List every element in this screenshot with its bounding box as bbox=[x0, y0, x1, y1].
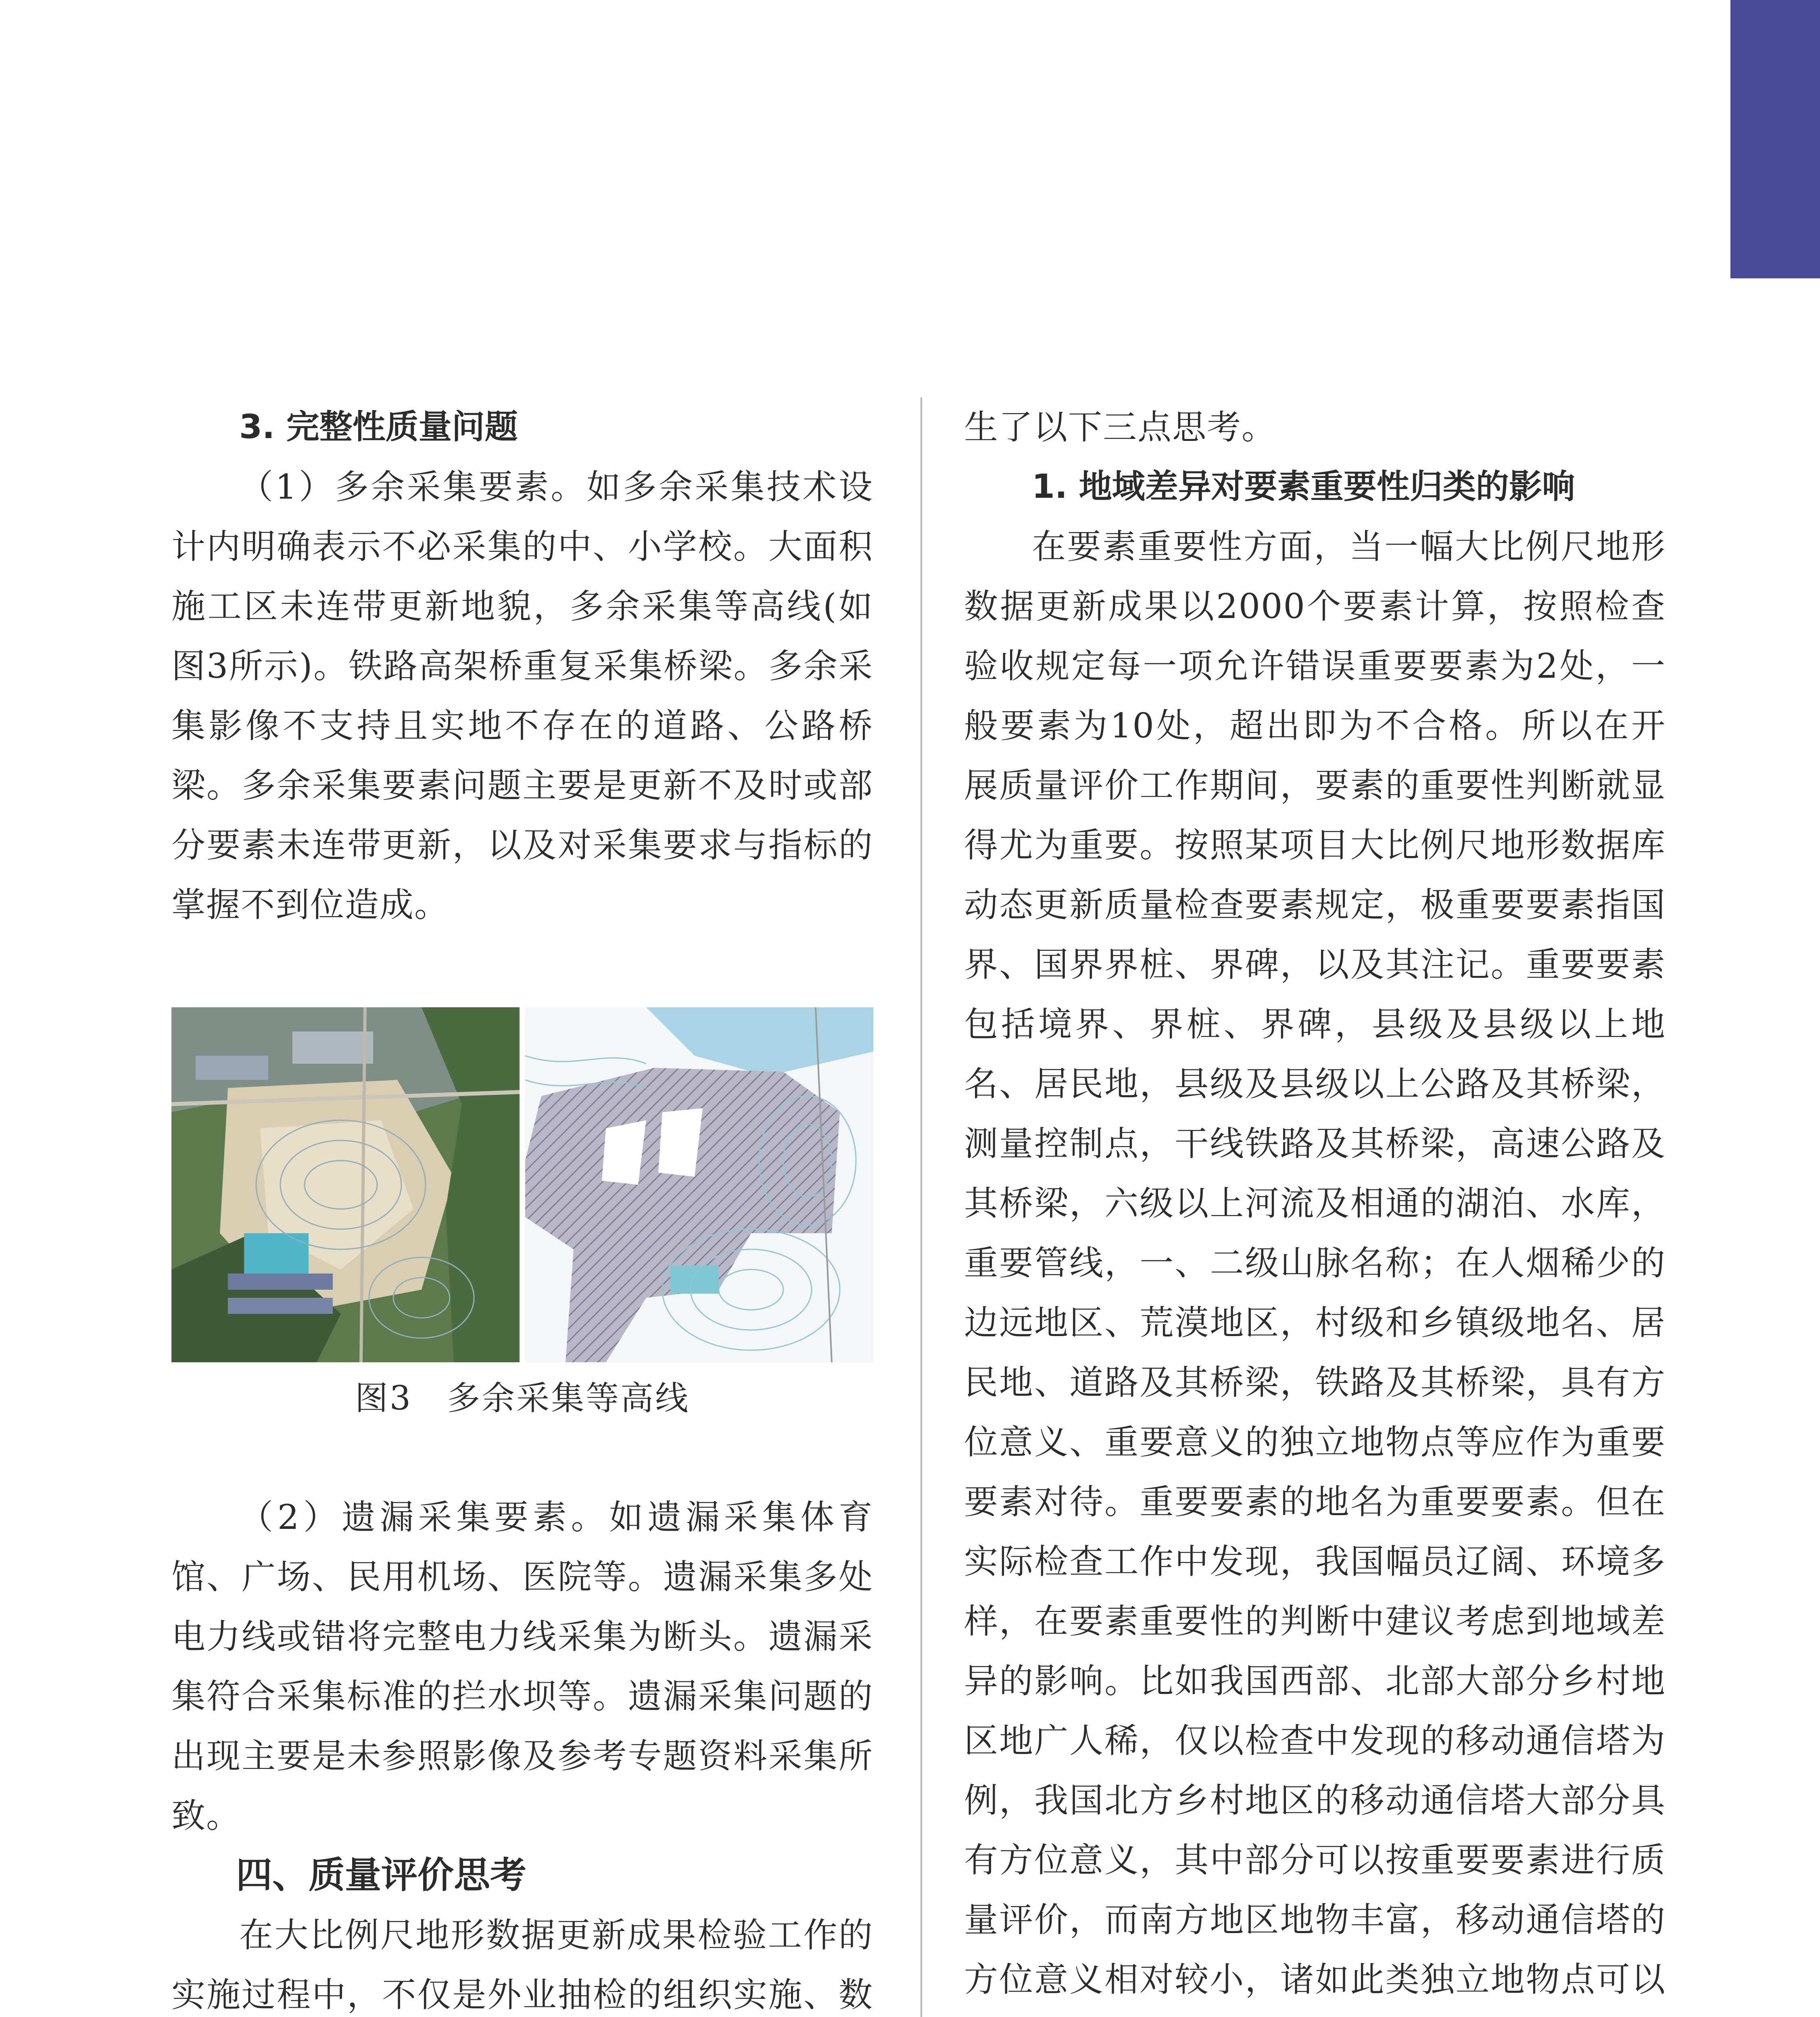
right-column bbox=[964, 397, 1666, 2017]
left-column bbox=[171, 397, 873, 2017]
paragraph-continued: 生了以下三点思考。 bbox=[964, 407, 1277, 447]
paragraph-quality-evaluation: 在大比例尺地形数据更新成果检验工作的实施过程中，不仅是外业抽检的组织实施、数 bbox=[171, 1915, 873, 2015]
section4-heading: 四、质量评价思考 bbox=[236, 1854, 526, 1896]
column-divider bbox=[920, 397, 922, 2017]
paragraph-missing-collection: （2）遗漏采集要素。如遗漏采集体育馆、广场、民用机场、医院等。遗漏采集多处电力线或错将完整电力线采集为断头。遗漏采集符合采集标准的拦水坝等。遗漏采集问题的出现主要是未参照影像及参考专题资料采集所致。 bbox=[171, 1497, 873, 1835]
section3-heading: 3. 完整性质量问题 bbox=[239, 408, 518, 446]
satellite-image bbox=[171, 1007, 520, 1362]
paragraph-extra-collection: （1）多余采集要素。如多余采集技术设计内明确表示不必采集的中、小学校。大面积施工区未连带更新地貌，多余采集等高线(如图3所示)。铁路高架桥重复采集桥梁。多余采集影像不支持且实地不存在的道路、公路桥梁。多余采集要素问题主要是更新不及时或部分要素未连带更新，以及对采集要求与指标的掌握不到位造成。 bbox=[171, 467, 873, 925]
contour-map bbox=[525, 1007, 873, 1362]
chapter-tab bbox=[1730, 0, 1820, 278]
figure-caption: 图3 多余采集等高线 bbox=[355, 1379, 690, 1418]
subheading-regional-difference: 1. 地域差异对要素重要性归类的影响 bbox=[1032, 468, 1575, 506]
paragraph-element-importance: 在要素重要性方面，当一幅大比例尺地形数据更新成果以2000个要素计算，按照检查验收规定每一项允许错误重要要素为2处，一般要素为10处，超出即为不合格。所以在开展质量评价工作期间，要素的重要性判断就显得尤为重要。按照某项目大比例尺地形数据库动态更新质量检查要素规定，极重要要素指国界、国界界桩、界碑，以及其注记。重要要素包括境界、界桩、界碑，县级及县级以上地名、居民地，县级及县级以上公路及其桥梁，测量控制点，干线铁路及其桥梁，高速公路及其桥梁，六级以上河流及相通的湖泊、水库，重要管线，一、二级山脉名称；在人烟稀少的边远地区、荒漠地区，村级和乡镇级地名、居民地、道路及其桥梁，铁路及其桥梁，具有方位意义、重要意义的独立地物点等应作为重要要素对待。重要要素的地名为重要要素。但在实际检查工作中发现，我国幅员辽阔、环境多样，在要素重要性的判断中建议考虑到地域差异的影响。比如我国西部、北部大部分乡村地区地广人稀，仅以检查中发现的移动通信塔为例，我国北方乡村地区的移动通信塔大部分具有方位意义，其中部分可以按重要要素进行质量评价，而南方地区地物丰富，移动通信塔的方位意义相对较小，诸如此类独立地物点可以 bbox=[964, 527, 1666, 1999]
figure-3 bbox=[171, 1007, 873, 1362]
